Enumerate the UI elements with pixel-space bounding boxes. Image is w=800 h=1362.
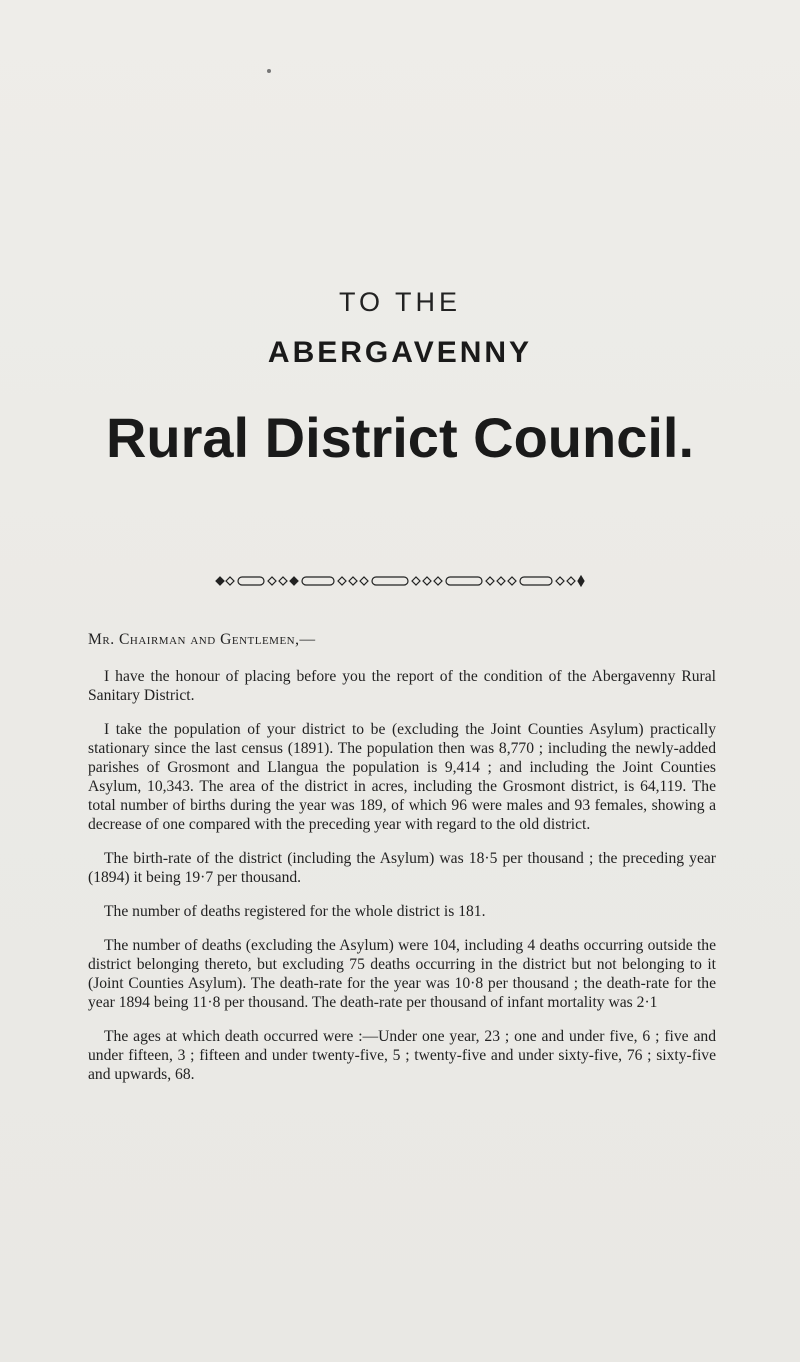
- paragraph-2: I take the population of your district to be (excluding the Joint Counties Asylum) practically stationary since the last census (1891). The population then was 8,770 ; including the newly-added parishes of Grosmont and Llangua the population is 9,414 ; and including the Joint Counties Asylum, 10,343. The area of the district in acres, including the Grosmont district, is 64,119. The total number of births during the year was 189, of which 96 were males and 93 females, showing a decrease of one compared with the preceding year with regard to the old district.: [88, 721, 716, 833]
- paragraph-3: The birth-rate of the district (including the Asylum) was 18·5 per thousand ; the preceding year (1894) it being 19·7 per thousand.: [88, 850, 716, 886]
- paragraph-5: The number of deaths (excluding the Asylum) were 104, including 4 deaths occurring outside the district belonging thereto, but excluding 75 deaths occurring in the district but not belonging to it (Joint Counties Asylum). The death-rate for the year was 10·8 per thousand ; the death-rate for the year 1894 being 11·8 per thousand. The death-rate per thousand of infant mortality was 2·1: [88, 937, 716, 1011]
- paragraph-1: I have the honour of placing before you the report of the condition of the Abergavenny Rural Sanitary District.: [88, 668, 716, 704]
- ornamental-divider: [214, 574, 586, 588]
- paragraph-6: The ages at which death occurred were :—Under one year, 23 ; one and under five, 6 ; five and under fifteen, 3 ; fifteen and under twenty-five, 5 ; twenty-five and under sixty-five, 76 ; sixty-five and upwards, 68.: [88, 1028, 716, 1083]
- paragraph-4: The number of deaths registered for the whole district is 181.: [104, 903, 486, 920]
- header-place-name: ABERGAVENNY: [267, 336, 533, 369]
- report-body: [88, 630, 716, 1099]
- header-to: TO THE: [338, 287, 462, 317]
- page-speck: [267, 69, 271, 73]
- header-council-title: Rural District Council.: [105, 406, 695, 469]
- salutation: Mr. Chairman and Gentlemen,—: [88, 631, 316, 648]
